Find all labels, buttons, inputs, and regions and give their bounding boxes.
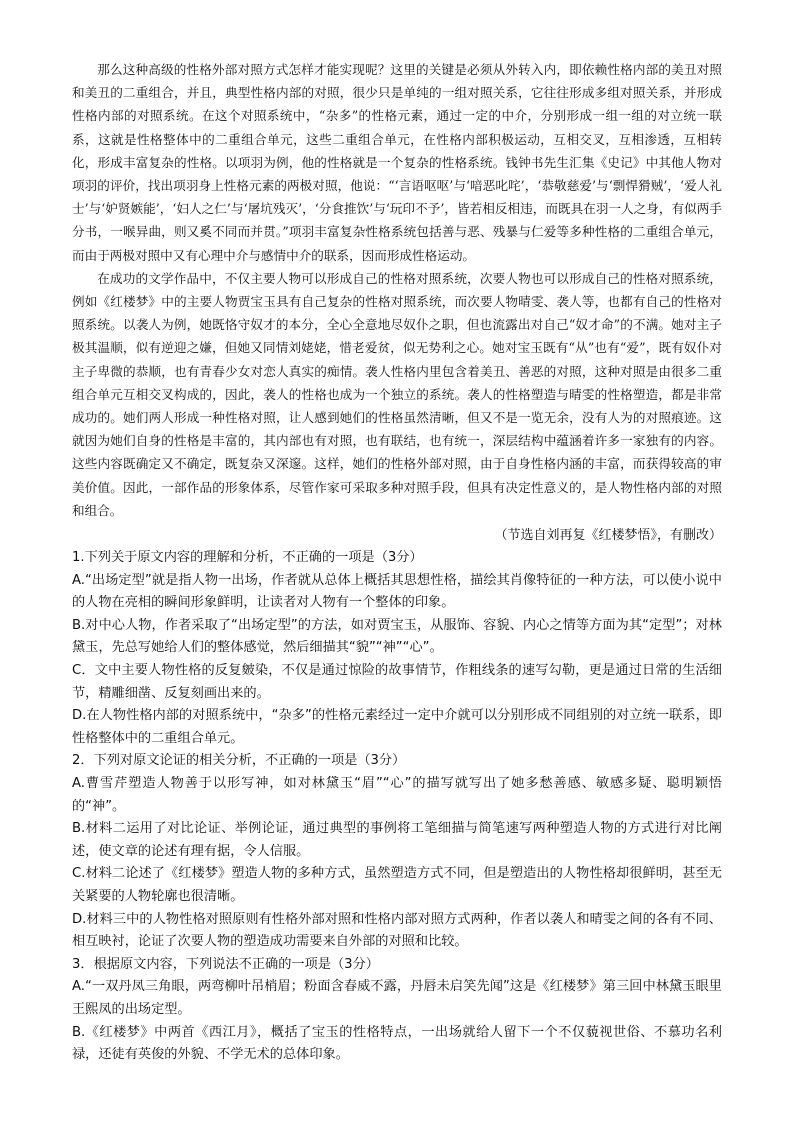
option-b: B.材料二运用了对比论证、举例论证，通过典型的事例将工笔细描与简笔速写两种塑造人物的方式进行对比阐述，使文章的论述有理有据，令人信服。 [72,821,722,859]
passage-paragraph: 那么这种高级的性格外部对照方式怎样才能实现呢？这里的关键是必须从外转入内，即依赖性格内部的美丑对照和美丑的二重组合，并且，典型性格内部的对照，很少只是单纯的一组对照关系，它往往形成多组对照关系，并形成性格内部的对照系统。在这个对照系统中，“杂多”的性格元素，通过一定的中介，分别形成一组一组的对立统一联系，这就是性格整体中的二重组合单元，这些二重组合单元，在性格内部积极运动，互相交叉，互相渗透，互相转化，形成丰富复杂的性格。以项羽为例，他的性格就是一个复杂的性格系统。钱钟书先生汇集《史记》中其他人物对项羽的评价，找出项羽身上性格元素的两极对照，他说：“‘言语呕呕’与‘喑恶叱咤’，‘恭敬慈爱’与‘剽悍猾贼’，‘爱人礼士’与‘妒贤嫉能’，‘妇人之仁’与‘屠坑残灭’，‘分食推饮’与‘玩印不予’，皆若相反相违，而既具在羽一人之身，有似两手分书，一喉异曲，则又奚不同而并贯。”项羽丰富复杂性格系统包括善与恶、残暴与仁爱等多种性格的二重组合单元，而由于两极对照中又有心理中介与感情中介的联系，因而形成性格运动。 [72,62,722,263]
option-a: A.“出场定型”就是指人物一出场，作者就从总体上概括其思想性格，描绘其肖像特征的一种方法，可以使小说中的人物在亮相的瞬间形象鲜明，让读者对人物有一个整体的印象。 [72,572,722,611]
option-c: C．文中主要人物性格的反复皴染，不仅是通过惊险的故事情节，作粗线条的速写勾勒，更是通过日常的生活细节，精雕细凿、反复刻画出来的。 [72,663,722,701]
exam-page [72,58,722,1067]
reading-passage [72,58,722,522]
question-list [72,547,722,1067]
question-stem: 1.下列关于原文内容的理解和分析，不正确的一项是（3分） [72,550,423,566]
option-c: C.材料二论述了《红楼梦》塑造人物的多种方式，虽然塑造方式不同，但是塑造出的人物性格却很鲜明，甚至无关紧要的人物轮廓也很清晰。 [72,866,722,904]
option-b: B.对中心人物，作者采取了“出场定型”的方法，如对贾宝玉，从服饰、容貌、内心之情等方面为其“定型”；对林黛玉，先总写她给人们的整体感觉，然后细描其“貌”“神”“心”。 [72,617,722,656]
passage-source: （节选自刘再复《红楼梦悟》，有删改） [494,528,722,544]
question-1 [72,547,722,750]
option-a: A.曹雪芹塑造人物善于以形写神，如对林黛玉“眉”“心”的描写就写出了她多愁善感、敏感多疑、聪明颖悟的“神”。 [72,776,722,814]
question-2 [72,750,722,953]
question-3 [72,954,722,1067]
option-d: D.材料三中的人物性格对照原则有性格外部对照和性格内部对照方式两种，作者以袭人和晴雯之间的各有不同、相互映衬，论证了次要人物的塑造成功需要来自外部的对照和比较。 [72,911,722,950]
question-stem: 3．根据原文内容，下列说法不正确的一项是（3分） [72,956,379,972]
passage-paragraph: 在成功的文学作品中，不仅主要人物可以形成自己的性格对照系统，次要人物也可以形成自己的性格对照系统，例如《红楼梦》中的主要人物贾宝玉具有自己复杂的性格对照系统，而次要人物晴雯、袭人等，也都有自己的性格对照系统。以袭人为例，她既恪守奴才的本分，全心全意地尽奴仆之职，但也流露出对自己“奴才命”的不满。她对主子极其温顺，似有逆迎之嫌，但她又同情刘姥姥，惜老爱贫，似无势利之心。她对宝玉既有“从”也有“爱”，既有奴仆对主子卑微的恭顺，也有青春少女对恋人真实的痴情。袭人性格内里包含着美丑、善恶的对照，这种对照是由很多二重组合单元互相交叉构成的，因此，袭人的性格也成为一个独立的系统。袭人的性格塑造与晴雯的性格塑造，都是非常成功的。她们两人形成一种性格对照，让人感到她们的性格虽然清晰，但又不是一览无余，没有人为的对照痕迹。这就因为她们自身的性格是丰富的，其内部也有对照，也有联结，也有统一，深层结构中蕴涵着许多一家独有的内容。这些内容既确定又不确定，既复杂又深邃。这样，她们的性格外部对照，由于自身性格内涵的丰富，而获得较高的审美价值。因此，一部作品的形象体系，尽管作家可采取多种对照手段，但具有决定性意义的，是人物性格内部的对照和组合。 [72,270,722,518]
question-stem: 2．下列对原文论证的相关分析，不正确的一项是（3分） [72,753,406,769]
option-d: D.在人物性格内部的对照系统中，“杂多”的性格元素经过一定中介就可以分别形成不同组别的对立统一联系，即性格整体中的二重组合单元。 [72,708,722,746]
option-b: B.《红楼梦》中两首《西江月》，概括了宝玉的性格特点，一出场就给人留下一个不仅藐视世俗、不慕功名利禄，还徒有英俊的外貌、不学无术的总体印象。 [72,1024,722,1063]
option-a: A.“一双丹凤三角眼，两弯柳叶吊梢眉；粉面含春威不露，丹唇未启笑先闻”这是《红楼梦》第三回中林黛玉眼里王熙凤的出场定型。 [72,979,722,1017]
